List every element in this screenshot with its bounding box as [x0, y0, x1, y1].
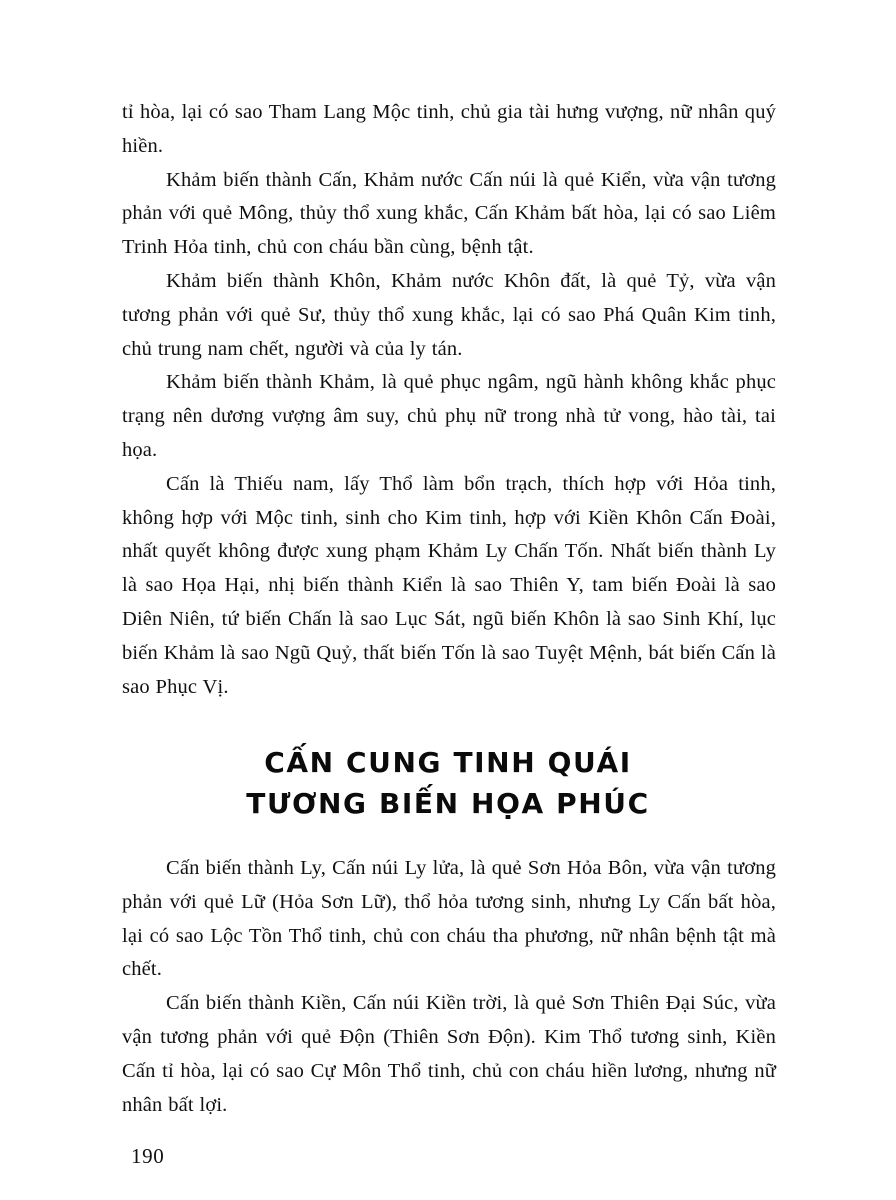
paragraph: Khảm biến thành Khảm, là quẻ phục ngâm, ngũ hành không khắc phục trạng nên dương vượng âm suy, chủ phụ nữ trong nhà tử vong, hào tài, tai họa. — [122, 371, 776, 461]
paragraph: Khảm biến thành Khôn, Khảm nước Khôn đất, là quẻ Tỷ, vừa vận tương phản với quẻ Sư, thủy thổ xung khắc, lại có sao Phá Quân Kim tinh, chủ trung nam chết, người và của ly tán. — [122, 269, 776, 360]
paragraph: Cấn là Thiếu nam, lấy Thổ làm bổn trạch, thích hợp với Hỏa tinh, không hợp với Mộc tinh, sinh cho Kim tinh, hợp với Kiền Khôn Cấn Đoài, nhất quyết không được xung phạm Khảm Ly Chấn Tốn. Nhất biến thành Ly là sao Họa Hại, nhị biến thành Kiển là sao Thiên Y, tam biến Đoài là sao Diên Niên, tứ biến Chấn là sao Lục Sát, ngũ biến Khôn là sao Sinh Khí, lục biến Khảm là sao Ngũ Quỷ, thất biến Tốn là sao Tuyệt Mệnh, bát biến Cấn là sao Phục Vị. — [122, 472, 776, 698]
body-text-lower — [122, 852, 776, 1122]
paragraph: Khảm biến thành Cấn, Khảm nước Cấn núi là quẻ Kiển, vừa vận tương phản với quẻ Mông, thủy thổ xung khắc, Cấn Khảm bất hòa, lại có sao Liêm Trinh Hỏa tinh, chủ con cháu bần cùng, bệnh tật. — [122, 168, 776, 259]
page-number: 190 — [131, 1144, 165, 1168]
body-text-upper — [122, 96, 776, 704]
paragraph: Cấn biến thành Kiền, Cấn núi Kiền trời, là quẻ Sơn Thiên Đại Súc, vừa vận tương phản với quẻ Độn (Thiên Sơn Độn). Kim Thổ tương sinh, Kiền Cấn tỉ hòa, lại có sao Cự Môn Thổ tinh, chủ con cháu hiền lương, nhưng nữ nhân bất lợi. — [122, 992, 776, 1116]
section-heading-line-2: TƯƠNG BIẾN HỌA PHÚC — [246, 787, 650, 820]
section-heading — [0, 742, 896, 824]
paragraph: Cấn biến thành Ly, Cấn núi Ly lửa, là quẻ Sơn Hỏa Bôn, vừa vận tương phản với quẻ Lữ (Hỏa Sơn Lữ), thổ hỏa tương sinh, nhưng Ly Cấn bất hòa, lại có sao Lộc Tồn Thổ tinh, chủ con cháu tha phương, nữ nhân bệnh tật mà chết. — [122, 857, 776, 981]
section-heading-line-1: CẤN CUNG TINH QUÁI — [264, 746, 632, 779]
paragraph: tỉ hòa, lại có sao Tham Lang Mộc tinh, chủ gia tài hưng vượng, nữ nhân quý hiền. — [122, 101, 776, 157]
